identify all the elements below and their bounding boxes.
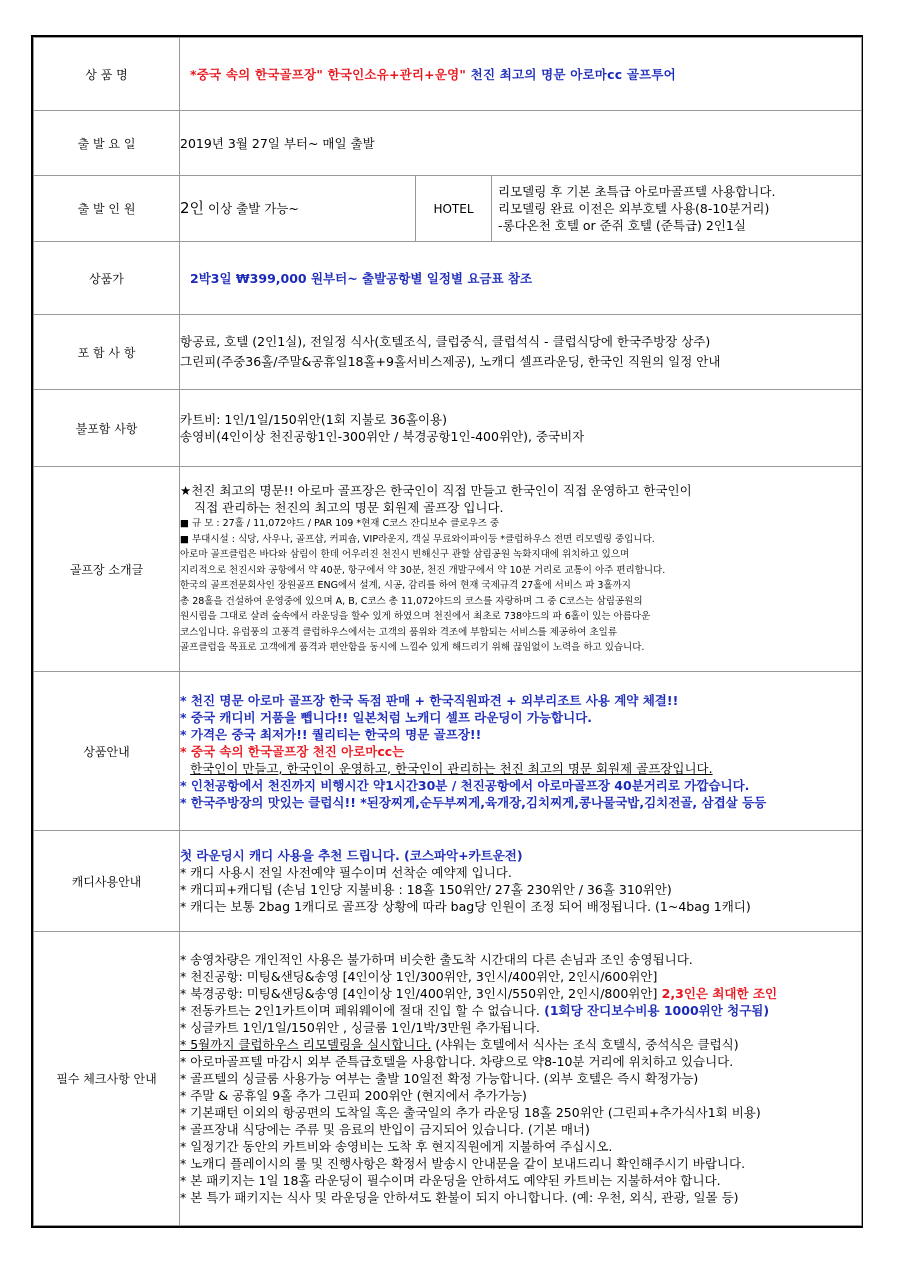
departure-people — [180, 176, 416, 242]
guide-line: * 한국주방장의 맛있는 클럽식!! *된장찌게,순두부찌게,육개장,김치찌게,콩나물국밥,김치전골, 삼겹살 등등 — [180, 794, 767, 810]
row-excluded — [34, 390, 862, 467]
caddy-line: * 캐디는 보통 2bag 1캐디로 골프장 상황에 따라 bag당 인원이 조정 되어 배정됩니다. (1~4bag 1캐디) — [180, 899, 751, 914]
hotel-line: 리모델링 후 기본 초특급 아로마골프텔 사용합니다. — [498, 184, 776, 199]
label-price: 상품가 — [34, 242, 180, 315]
row-product-guide — [34, 672, 862, 831]
caddy-line: * 캐디 사용시 전일 사전예약 필수이며 선착순 예약제 입니다. — [180, 865, 512, 880]
product-title — [180, 38, 862, 111]
label-departure-people: 출 발 인 원 — [34, 176, 180, 242]
product-sheet — [31, 35, 863, 1228]
excluded-line: 카트비: 1인/1일/150위안(1회 지불로 36홀이용) — [180, 412, 447, 427]
row-golf-intro — [34, 467, 862, 672]
golf-detail-line: ■ 규 모 : 27홀 / 11,072야드 / PAR 109 *현재 C코스 잔디보수 클로우즈 중 — [180, 518, 500, 530]
check-line: * 본 특가 패키지는 식사 및 라운딩을 안하셔도 환불이 되지 아니합니다. (예: 우천, 외식, 관광, 일몰 등) — [180, 1190, 739, 1205]
golf-detail-line: 총 28홀을 건설하여 운영중에 있으며 A, B, C코스 총 11,072야드의 코스를 자랑하며 그 중 C코스는 삼림공원의 — [180, 595, 643, 607]
golf-star-line: 직접 관리하는 천진의 최고의 명문 회원제 골프장 입니다. — [194, 500, 504, 516]
excluded-list — [180, 390, 862, 467]
golf-detail-line: 한국의 골프전문회사인 장원골프 ENG에서 설계, 시공, 감리를 하여 현재 국제규격 27홀에 서비스 파 3홀까지 — [180, 580, 631, 592]
label-golf-intro: 골프장 소개글 — [34, 467, 180, 672]
row-departure-people — [34, 176, 862, 242]
caddy-guide — [180, 831, 862, 932]
title-red-part: *중국 속의 한국골프장" 한국인소유+관리+운영" — [190, 66, 467, 82]
row-included — [34, 315, 862, 390]
check-line: * 주말 & 공휴일 9홀 추가 그린피 200위안 (현지에서 추가가능) — [180, 1088, 527, 1103]
check-line — [180, 1002, 861, 1019]
row-departure-date — [34, 111, 862, 176]
check-line-underlined: * 5월까지 클럽하우스 리모델링을 실시합니다. — [180, 1037, 432, 1052]
check-line: * 싱글카트 1인/1일/150위안 , 싱글룸 1인/1박/3만원 추가됩니다. — [180, 1020, 541, 1035]
check-line: * 골프장내 식당에는 주류 및 음료의 반입이 금지되어 있습니다. (기본 매너) — [180, 1122, 590, 1137]
check-line — [180, 985, 861, 1002]
checklist — [180, 932, 862, 1226]
check-line-red: 2,3인은 최대한 조인 — [657, 986, 778, 1001]
check-line: * 송영차량은 개인적인 사용은 불가하며 비슷한 출도착 시간대의 다른 손님과 조인 송영됩니다. — [180, 952, 693, 967]
label-departure-date: 출 발 요 일 — [34, 111, 180, 176]
guide-line-plain: 한국인이 만들고, 한국인이 운영하고, 한국인이 관리하는 천진 최고의 명문 회원제 골프장입니다. — [190, 760, 713, 776]
included-list — [180, 315, 862, 390]
people-count: 2인 — [180, 199, 205, 217]
label-included: 포 함 사 항 — [34, 315, 180, 390]
golf-star-line: ★천진 최고의 명문!! 아로마 골프장은 한국인이 직접 만들고 한국인이 직접 운영하고 한국인이 — [180, 483, 692, 499]
row-checklist — [34, 932, 862, 1226]
row-caddy-guide — [34, 831, 862, 932]
guide-line: * 중국 캐디비 거품을 뺍니다!! 일본처럼 노캐디 셀프 라운딩이 가능합니다. — [180, 709, 593, 725]
product-guide — [180, 672, 862, 831]
label-excluded: 불포함 사항 — [34, 390, 180, 467]
guide-line: * 인천공항에서 천진까지 비행시간 약1시간30분 / 천진공항에서 아로마골프장 40분거리로 가깝습니다. — [180, 777, 750, 793]
row-price — [34, 242, 862, 315]
check-line — [180, 1036, 861, 1053]
departure-date: 2019년 3월 27일 부터~ 매일 출발 — [180, 111, 862, 176]
golf-detail-line: 골프클럽을 목표로 고객에게 품격과 편안함을 동시에 느낄수 있게 해드리기 위해 끊임없이 노력을 하고 있습니다. — [180, 642, 645, 654]
caddy-line: * 캐디피+캐디팁 (손님 1인당 지불비용 : 18홀 150위안/ 27홀 230위안 / 36홀 310위안) — [180, 882, 672, 897]
check-line-text: * 전동카트는 2인1카트이며 페워웨이에 절대 진입 할 수 없습니다. — [180, 1003, 540, 1018]
label-product-name: 상 품 명 — [34, 38, 180, 111]
golf-detail-line: 원시림을 그대로 살려 숲속에서 라운딩을 할수 있게 하였으며 천진에서 최초로 738야드의 파 6홀이 있는 아름다운 — [180, 611, 651, 623]
product-table — [33, 37, 862, 1226]
golf-detail-line: 아로마 골프클럽은 바다와 삼림이 한데 어우러진 천진시 빈해신구 관할 삼림공원 녹화지대에 위치하고 있으며 — [180, 549, 630, 561]
check-line: * 일정기간 동안의 카트비와 송영비는 도착 후 현지직원에게 지불하여 주십시오. — [180, 1139, 613, 1154]
check-line-text: * 북경공항: 미팅&샌딩&송영 [4인이상 1인/400위안, 3인시/550위안, 2인시/800위안] — [180, 986, 658, 1001]
check-line: * 본 패키지는 1일 18홀 라운딩이 필수이며 라운딩을 안하셔도 예약된 카트비는 지불하셔야 합니다. — [180, 1173, 721, 1188]
guide-line: * 천진 명문 아로마 골프장 한국 독점 판매 + 한국직원파견 + 외부리조트 사용 계약 체결!! — [180, 692, 679, 708]
label-product-guide: 상품안내 — [34, 672, 180, 831]
hotel-line: -롱다온천 호텔 or 준쥐 호텔 (준특급) 2인1실 — [498, 218, 746, 233]
golf-intro — [180, 467, 862, 672]
people-rest: 이상 출발 가능~ — [204, 201, 299, 216]
row-product-name — [34, 38, 862, 111]
label-checklist: 필수 체크사항 안내 — [34, 932, 180, 1226]
check-line-text: (샤워는 호텔에서 식사는 조식 호텔식, 중석식은 클럽식) — [431, 1037, 739, 1052]
included-line: 그린피(주중36홀/주말&공휴일18홀+9홀서비스제공), 노캐디 셀프라운딩, 한국인 직원의 일정 안내 — [180, 354, 721, 369]
check-line: * 노캐디 플레이시의 룰 및 진행사항은 확정서 발송시 안내문을 같이 보내드리니 확인해주시기 바랍니다. — [180, 1156, 746, 1171]
label-hotel: HOTEL — [416, 176, 492, 242]
golf-detail-line: 코스입니다. 유럽풍의 고풍격 클럽하우스에서는 고객의 품위와 격조에 부합되는 서비스를 제공하여 초일류 — [180, 626, 618, 638]
guide-line: * 가격은 중국 최저가!! 퀄리티는 한국의 명문 골프장!! — [180, 726, 482, 742]
check-line: * 기본패턴 이외의 항공편의 도착일 혹은 출국일의 추가 라운딩 18홀 250위안 (그린피+추가식사1회 비용) — [180, 1105, 761, 1120]
price: 2박3일 ₩399,000 원부터~ 출발공항별 일정별 요금표 참조 — [180, 242, 862, 315]
title-blue-part: 천진 최고의 명문 아로마cc 골프투어 — [466, 66, 676, 82]
check-line-blue: (1회당 잔디보수비용 1000위안 청구됨) — [539, 1003, 770, 1018]
check-line: * 천진공항: 미팅&샌딩&송영 [4인이상 1인/300위안, 3인시/400위안, 2인시/600위안] — [180, 969, 658, 984]
golf-detail-line: 지리적으로 천진시와 공항에서 약 40분, 항구에서 약 30분, 천진 개발구에서 약 10분 거리로 교통이 아주 편리합니다. — [180, 564, 666, 576]
excluded-line: 송영비(4인이상 천진공항1인-300위안 / 북경공항1인-400위안), 중국비자 — [180, 429, 585, 444]
hotel-line: 리모델링 완료 이전은 외부호텔 사용(8-10분거리) — [498, 201, 770, 216]
label-caddy-guide: 캐디사용안내 — [34, 831, 180, 932]
included-line: 항공료, 호텔 (2인1실), 전일정 식사(호텔조식, 클럽중식, 클럽석식 - 클럽식당에 한국주방장 상주) — [180, 334, 711, 349]
guide-line-red: * 중국 속의 한국골프장 천진 아로마cc는 — [180, 743, 405, 759]
caddy-recommend: 첫 라운딩시 캐디 사용을 추천 드립니다. (코스파악+카트운전) — [180, 848, 523, 863]
check-line: * 아로마골프텔 마감시 외부 준특급호텔을 사용합니다. 차량으로 약8-10분 거리에 위치하고 있습니다. — [180, 1054, 734, 1069]
golf-detail-line: ■ 부대시설 : 식당, 사우나, 골프샵, 커피숍, VIP라운지, 객실 무료와이파이등 *클럽하우스 전면 리모델링 중입니다. — [180, 533, 655, 545]
check-line: * 골프텔의 싱글룸 사용가능 여부는 출발 10일전 확정 가능합니다. (외부 호텔은 즉시 확정가능) — [180, 1071, 699, 1086]
hotel-info — [492, 176, 862, 242]
